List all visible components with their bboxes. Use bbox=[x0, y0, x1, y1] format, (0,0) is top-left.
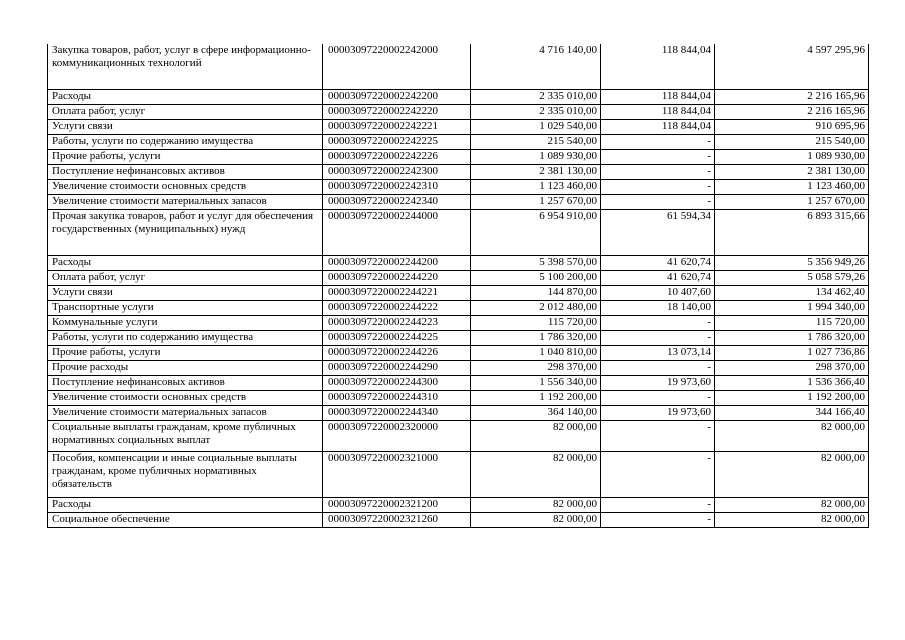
approved-amount-cell: 215 540,00 bbox=[471, 135, 601, 150]
approved-amount-cell: 2 012 480,00 bbox=[471, 301, 601, 316]
table-row bbox=[48, 376, 869, 391]
expense-name-cell: Оплата работ, услуг bbox=[48, 271, 323, 286]
approved-amount-cell: 2 335 010,00 bbox=[471, 90, 601, 105]
table-row bbox=[48, 346, 869, 361]
unexecuted-amount-cell: 2 381 130,00 bbox=[715, 165, 869, 180]
table-row bbox=[48, 391, 869, 406]
approved-amount-cell: 5 100 200,00 bbox=[471, 271, 601, 286]
table-row bbox=[48, 421, 869, 452]
table-row bbox=[48, 90, 869, 105]
table-row bbox=[48, 105, 869, 120]
unexecuted-amount-cell: 82 000,00 bbox=[715, 498, 869, 513]
table-row bbox=[48, 452, 869, 498]
executed-amount-cell: 13 073,14 bbox=[601, 346, 715, 361]
unexecuted-amount-cell: 298 370,00 bbox=[715, 361, 869, 376]
unexecuted-amount-cell: 82 000,00 bbox=[715, 452, 869, 498]
expense-name-cell: Прочая закупка товаров, работ и услуг для обеспечения государственных (муниципальных) нужд bbox=[48, 210, 323, 256]
table-row bbox=[48, 135, 869, 150]
budget-code-cell: 00003097220002244220 bbox=[323, 271, 471, 286]
executed-amount-cell: - bbox=[601, 316, 715, 331]
expense-name-cell: Социальное обеспечение bbox=[48, 513, 323, 528]
executed-amount-cell: 118 844,04 bbox=[601, 44, 715, 90]
unexecuted-amount-cell: 1 786 320,00 bbox=[715, 331, 869, 346]
unexecuted-amount-cell: 1 192 200,00 bbox=[715, 391, 869, 406]
budget-code-cell: 00003097220002242200 bbox=[323, 90, 471, 105]
unexecuted-amount-cell: 910 695,96 bbox=[715, 120, 869, 135]
expenditure-table-body bbox=[48, 44, 869, 528]
expense-name-cell: Прочие расходы bbox=[48, 361, 323, 376]
expense-name-cell: Расходы bbox=[48, 90, 323, 105]
unexecuted-amount-cell: 5 058 579,26 bbox=[715, 271, 869, 286]
expense-name-cell: Увеличение стоимости материальных запасов bbox=[48, 406, 323, 421]
table-row bbox=[48, 316, 869, 331]
approved-amount-cell: 82 000,00 bbox=[471, 421, 601, 452]
expense-name-cell: Социальные выплаты гражданам, кроме публичных нормативных социальных выплат bbox=[48, 421, 323, 452]
budget-code-cell: 00003097220002244300 bbox=[323, 376, 471, 391]
budget-code-cell: 00003097220002242225 bbox=[323, 135, 471, 150]
unexecuted-amount-cell: 115 720,00 bbox=[715, 316, 869, 331]
approved-amount-cell: 298 370,00 bbox=[471, 361, 601, 376]
unexecuted-amount-cell: 215 540,00 bbox=[715, 135, 869, 150]
executed-amount-cell: - bbox=[601, 195, 715, 210]
table-row bbox=[48, 406, 869, 421]
unexecuted-amount-cell: 344 166,40 bbox=[715, 406, 869, 421]
table-row bbox=[48, 210, 869, 256]
unexecuted-amount-cell: 2 216 165,96 bbox=[715, 90, 869, 105]
budget-code-cell: 00003097220002321000 bbox=[323, 452, 471, 498]
expense-name-cell: Оплата работ, услуг bbox=[48, 105, 323, 120]
expense-name-cell: Расходы bbox=[48, 256, 323, 271]
expense-name-cell: Закупка товаров, работ, услуг в сфере информационно-коммуникационных технологий bbox=[48, 44, 323, 90]
approved-amount-cell: 364 140,00 bbox=[471, 406, 601, 421]
table-row bbox=[48, 301, 869, 316]
budget-code-cell: 00003097220002244226 bbox=[323, 346, 471, 361]
executed-amount-cell: 118 844,04 bbox=[601, 105, 715, 120]
expense-name-cell: Расходы bbox=[48, 498, 323, 513]
unexecuted-amount-cell: 4 597 295,96 bbox=[715, 44, 869, 90]
executed-amount-cell: - bbox=[601, 513, 715, 528]
executed-amount-cell: 19 973,60 bbox=[601, 406, 715, 421]
table-row bbox=[48, 150, 869, 165]
expense-name-cell: Увеличение стоимости основных средств bbox=[48, 391, 323, 406]
budget-code-cell: 00003097220002244200 bbox=[323, 256, 471, 271]
table-row bbox=[48, 331, 869, 346]
executed-amount-cell: 19 973,60 bbox=[601, 376, 715, 391]
budget-code-cell: 00003097220002244223 bbox=[323, 316, 471, 331]
approved-amount-cell: 1 089 930,00 bbox=[471, 150, 601, 165]
budget-code-cell: 00003097220002244310 bbox=[323, 391, 471, 406]
budget-code-cell: 00003097220002244290 bbox=[323, 361, 471, 376]
unexecuted-amount-cell: 1 994 340,00 bbox=[715, 301, 869, 316]
expense-name-cell: Увеличение стоимости материальных запасов bbox=[48, 195, 323, 210]
budget-code-cell: 00003097220002321200 bbox=[323, 498, 471, 513]
table-row bbox=[48, 498, 869, 513]
executed-amount-cell: - bbox=[601, 180, 715, 195]
expense-name-cell: Поступление нефинансовых активов bbox=[48, 376, 323, 391]
executed-amount-cell: - bbox=[601, 135, 715, 150]
expense-name-cell: Транспортные услуги bbox=[48, 301, 323, 316]
approved-amount-cell: 1 786 320,00 bbox=[471, 331, 601, 346]
executed-amount-cell: - bbox=[601, 150, 715, 165]
table-row bbox=[48, 256, 869, 271]
table-row bbox=[48, 286, 869, 301]
table-row bbox=[48, 513, 869, 528]
executed-amount-cell: 41 620,74 bbox=[601, 256, 715, 271]
table-row bbox=[48, 361, 869, 376]
expense-name-cell: Прочие работы, услуги bbox=[48, 150, 323, 165]
approved-amount-cell: 1 192 200,00 bbox=[471, 391, 601, 406]
expense-name-cell: Услуги связи bbox=[48, 120, 323, 135]
budget-code-cell: 00003097220002321260 bbox=[323, 513, 471, 528]
unexecuted-amount-cell: 1 123 460,00 bbox=[715, 180, 869, 195]
expenditure-table bbox=[47, 44, 869, 528]
executed-amount-cell: 61 594,34 bbox=[601, 210, 715, 256]
expense-name-cell: Увеличение стоимости основных средств bbox=[48, 180, 323, 195]
budget-code-cell: 00003097220002244000 bbox=[323, 210, 471, 256]
unexecuted-amount-cell: 82 000,00 bbox=[715, 421, 869, 452]
expense-name-cell: Пособия, компенсации и иные социальные выплаты гражданам, кроме публичных нормативных обязательств bbox=[48, 452, 323, 498]
approved-amount-cell: 2 381 130,00 bbox=[471, 165, 601, 180]
executed-amount-cell: 118 844,04 bbox=[601, 90, 715, 105]
unexecuted-amount-cell: 6 893 315,66 bbox=[715, 210, 869, 256]
unexecuted-amount-cell: 1 536 366,40 bbox=[715, 376, 869, 391]
approved-amount-cell: 82 000,00 bbox=[471, 498, 601, 513]
approved-amount-cell: 1 040 810,00 bbox=[471, 346, 601, 361]
table-row bbox=[48, 120, 869, 135]
table-row bbox=[48, 44, 869, 90]
approved-amount-cell: 144 870,00 bbox=[471, 286, 601, 301]
budget-code-cell: 00003097220002242000 bbox=[323, 44, 471, 90]
unexecuted-amount-cell: 1 027 736,86 bbox=[715, 346, 869, 361]
approved-amount-cell: 82 000,00 bbox=[471, 452, 601, 498]
expense-name-cell: Работы, услуги по содержанию имущества bbox=[48, 331, 323, 346]
unexecuted-amount-cell: 2 216 165,96 bbox=[715, 105, 869, 120]
approved-amount-cell: 2 335 010,00 bbox=[471, 105, 601, 120]
expense-name-cell: Услуги связи bbox=[48, 286, 323, 301]
approved-amount-cell: 115 720,00 bbox=[471, 316, 601, 331]
approved-amount-cell: 6 954 910,00 bbox=[471, 210, 601, 256]
executed-amount-cell: 18 140,00 bbox=[601, 301, 715, 316]
approved-amount-cell: 1 556 340,00 bbox=[471, 376, 601, 391]
approved-amount-cell: 4 716 140,00 bbox=[471, 44, 601, 90]
budget-code-cell: 00003097220002244225 bbox=[323, 331, 471, 346]
budget-code-cell: 00003097220002244340 bbox=[323, 406, 471, 421]
budget-code-cell: 00003097220002242220 bbox=[323, 105, 471, 120]
executed-amount-cell: 10 407,60 bbox=[601, 286, 715, 301]
table-row bbox=[48, 271, 869, 286]
budget-code-cell: 00003097220002242310 bbox=[323, 180, 471, 195]
executed-amount-cell: 41 620,74 bbox=[601, 271, 715, 286]
expense-name-cell: Коммунальные услуги bbox=[48, 316, 323, 331]
executed-amount-cell: - bbox=[601, 331, 715, 346]
unexecuted-amount-cell: 134 462,40 bbox=[715, 286, 869, 301]
executed-amount-cell: - bbox=[601, 391, 715, 406]
unexecuted-amount-cell: 5 356 949,26 bbox=[715, 256, 869, 271]
budget-execution-sheet bbox=[47, 44, 868, 528]
executed-amount-cell: 118 844,04 bbox=[601, 120, 715, 135]
expense-name-cell: Поступление нефинансовых активов bbox=[48, 165, 323, 180]
approved-amount-cell: 82 000,00 bbox=[471, 513, 601, 528]
executed-amount-cell: - bbox=[601, 165, 715, 180]
approved-amount-cell: 5 398 570,00 bbox=[471, 256, 601, 271]
budget-code-cell: 00003097220002242300 bbox=[323, 165, 471, 180]
expense-name-cell: Прочие работы, услуги bbox=[48, 346, 323, 361]
unexecuted-amount-cell: 1 257 670,00 bbox=[715, 195, 869, 210]
approved-amount-cell: 1 029 540,00 bbox=[471, 120, 601, 135]
executed-amount-cell: - bbox=[601, 452, 715, 498]
budget-code-cell: 00003097220002242340 bbox=[323, 195, 471, 210]
budget-code-cell: 00003097220002320000 bbox=[323, 421, 471, 452]
table-row bbox=[48, 165, 869, 180]
table-row bbox=[48, 180, 869, 195]
budget-code-cell: 00003097220002242226 bbox=[323, 150, 471, 165]
approved-amount-cell: 1 257 670,00 bbox=[471, 195, 601, 210]
executed-amount-cell: - bbox=[601, 361, 715, 376]
budget-code-cell: 00003097220002244222 bbox=[323, 301, 471, 316]
budget-code-cell: 00003097220002242221 bbox=[323, 120, 471, 135]
expense-name-cell: Работы, услуги по содержанию имущества bbox=[48, 135, 323, 150]
approved-amount-cell: 1 123 460,00 bbox=[471, 180, 601, 195]
executed-amount-cell: - bbox=[601, 421, 715, 452]
budget-code-cell: 00003097220002244221 bbox=[323, 286, 471, 301]
table-row bbox=[48, 195, 869, 210]
executed-amount-cell: - bbox=[601, 498, 715, 513]
unexecuted-amount-cell: 1 089 930,00 bbox=[715, 150, 869, 165]
unexecuted-amount-cell: 82 000,00 bbox=[715, 513, 869, 528]
